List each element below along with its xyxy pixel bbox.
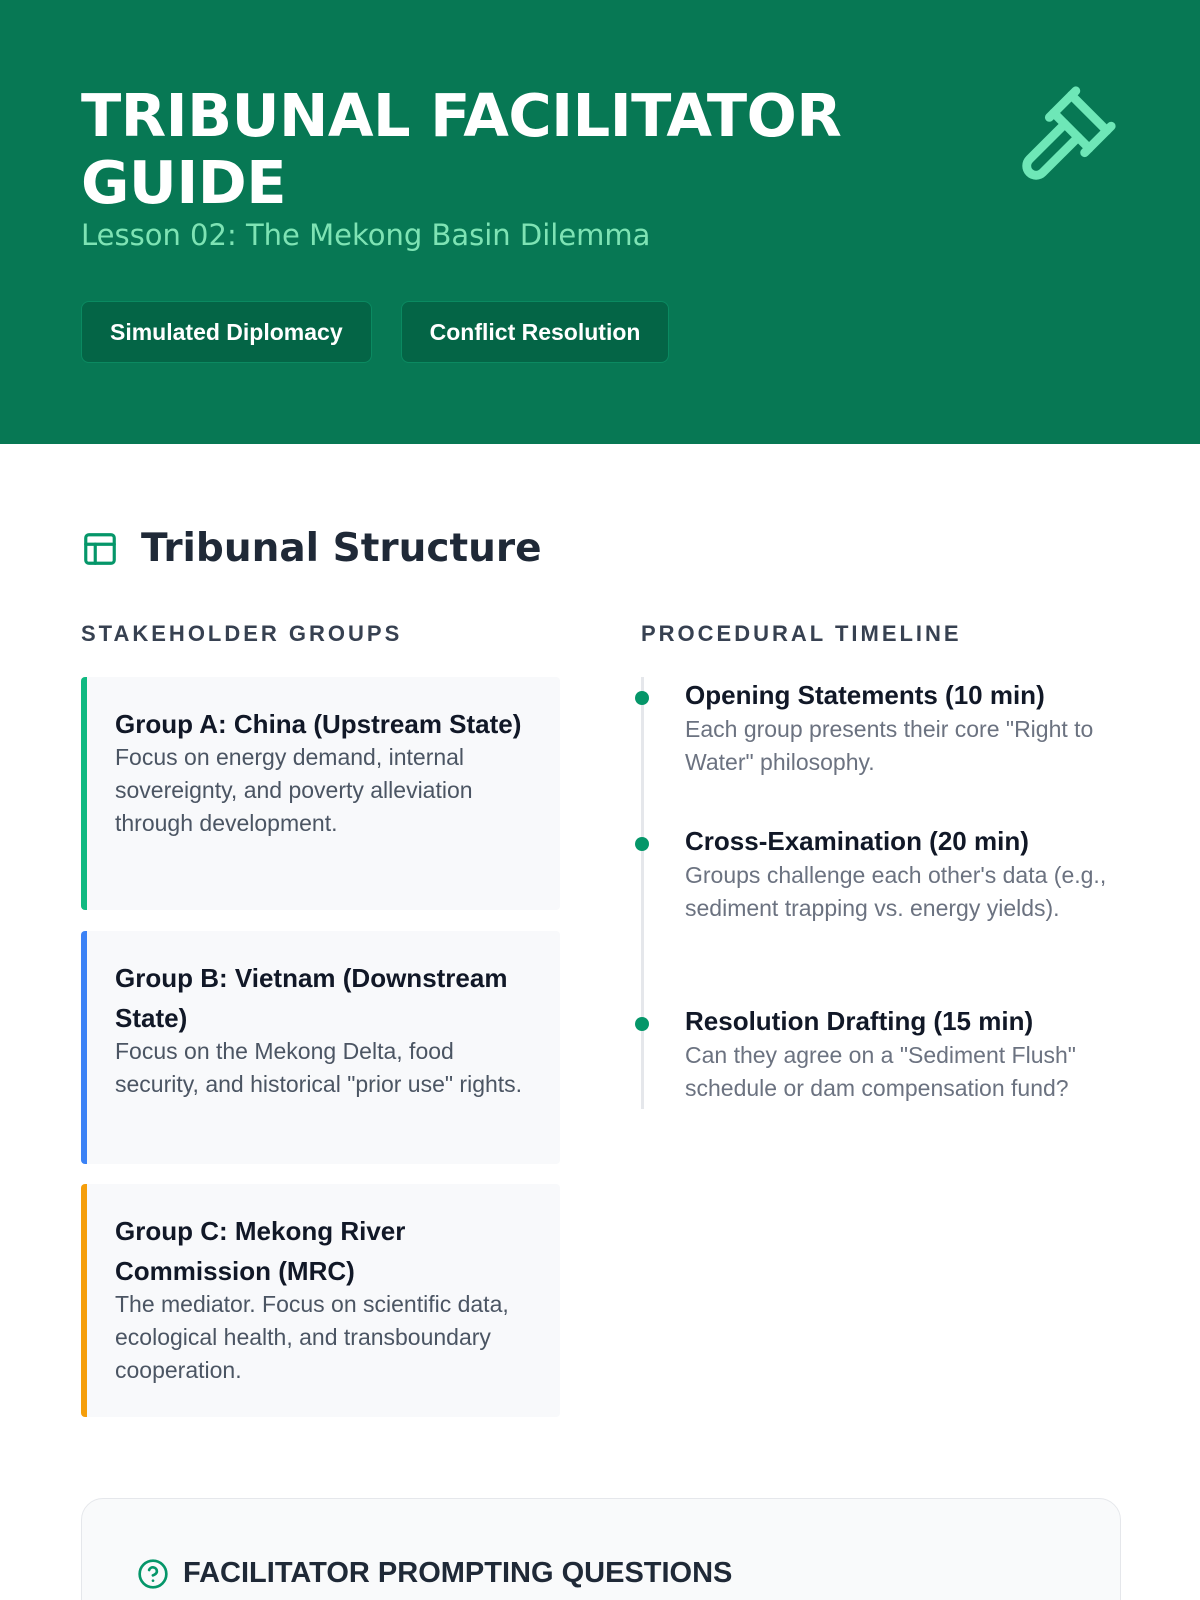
questions-heading — [137, 1557, 732, 1590]
tag-conflict-resolution: Conflict Resolution — [401, 301, 670, 363]
stakeholder-groups-label: STAKEHOLDER GROUPS — [81, 621, 403, 646]
layout-icon — [81, 530, 119, 568]
page-title: TRIBUNAL FACILITATOR GUIDE — [81, 81, 842, 217]
gavel-icon — [1014, 82, 1120, 188]
timeline-item-text: Groups challenge each other's data (e.g., sediment trapping vs. energy yields). — [685, 862, 1107, 921]
timeline-dot — [635, 691, 649, 705]
questions-title: FACILITATOR PROMPTING QUESTIONS — [183, 1557, 733, 1589]
tag-simulated-diplomacy: Simulated Diplomacy — [81, 301, 372, 363]
group-card-china — [81, 677, 560, 910]
page-subtitle: Lesson 02: The Mekong Basin Dilemma — [81, 218, 651, 252]
question-circle-icon — [137, 1558, 169, 1590]
procedural-timeline — [641, 677, 1121, 1109]
group-description: The mediator. Focus on scientific data, ecological health, and transboundary cooperation. — [115, 1291, 509, 1383]
timeline-item-text: Can they agree on a "Sediment Flush" schedule or dam compensation fund? — [685, 1042, 1076, 1101]
group-title: Group C: Mekong River Commission (MRC) — [115, 1216, 406, 1286]
timeline-item — [685, 823, 1125, 925]
group-description: Focus on energy demand, internal sovereignty, and poverty alleviation through development. — [115, 744, 473, 836]
group-description: Focus on the Mekong Delta, food security, and historical "prior use" rights. — [115, 1038, 523, 1097]
timeline-dot — [635, 1017, 649, 1031]
timeline-item-title: Opening Statements (10 min) — [685, 680, 1045, 710]
timeline-dot — [635, 837, 649, 851]
tag-list — [81, 301, 669, 363]
timeline-item-text: Each group presents their core "Right to Water" philosophy. — [685, 716, 1094, 775]
timeline-item-title: Cross-Examination (20 min) — [685, 826, 1029, 856]
section-heading — [81, 526, 542, 571]
timeline-item — [685, 677, 1125, 779]
group-card-vietnam — [81, 931, 560, 1164]
procedural-timeline-label: PROCEDURAL TIMELINE — [641, 621, 962, 646]
timeline-item-title: Resolution Drafting (15 min) — [685, 1006, 1034, 1036]
timeline-item — [685, 1003, 1125, 1105]
group-title: Group B: Vietnam (Downstream State) — [115, 963, 508, 1033]
facilitator-questions-box — [81, 1498, 1121, 1600]
section-title: Tribunal Structure — [141, 526, 542, 571]
header-banner — [0, 0, 1200, 444]
group-card-mrc — [81, 1184, 560, 1417]
group-title: Group A: China (Upstream State) — [115, 709, 522, 739]
